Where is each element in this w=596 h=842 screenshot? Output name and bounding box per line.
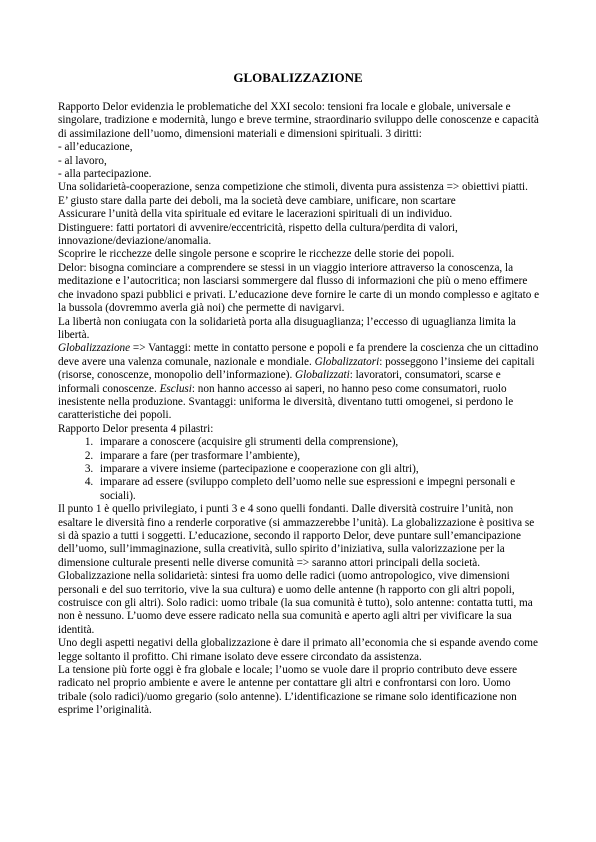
right-item-education: - all’educazione, xyxy=(58,141,133,154)
right-item-work: - al lavoro, xyxy=(58,154,107,167)
paragraph-solidarity-globalization: Globalizzazione nella solidarietà: sintesi fra uomo delle radici (uomo antropologico, vive dimensioni personali e del suo territorio, vive la sua cultura) e uomo delle antenne (h rapporto con gli altri popoli, costruisce con gli altri). Solo radici: uomo tribale (la sua comunità è tutto), solo antenne: contatta tutti, ma non è nessuno. L’uomo deve essere radicato nella sua comunità e aperto agli altri per vivificare la sua identità. xyxy=(58,570,533,636)
paragraph-freedom: La libertà non coniugata con la solidarietà porta alla disuguaglianza; l’eccesso di uguaglianza limita la libertà. xyxy=(58,315,516,341)
term-globalizzati: Globalizzati xyxy=(295,369,350,382)
pillars-list xyxy=(58,436,540,503)
pillar-item: 4. imparare ad essere (sviluppo completo dell’uomo nelle sue espressioni e impegni personali e sociali). xyxy=(96,476,540,503)
pillar-item: 3. imparare a vivere insieme (partecipazione e cooperazione con gli altri), xyxy=(96,463,540,476)
pillar-item: 2. imparare a fare (per trasformare l’ambiente), xyxy=(96,450,540,463)
right-item-participation: - alla partecipazione. xyxy=(58,168,152,181)
paragraph-pillars-intro: Rapporto Delor presenta 4 pilastri: xyxy=(58,422,214,435)
globalization-text-b: : posseggono l’insieme dei capitali (risorse, conoscenze, monopolio dell’informazione). xyxy=(58,355,535,382)
document-title: GLOBALIZZAZIONE xyxy=(233,70,363,85)
paragraph-intro: Rapporto Delor evidenzia le problematiche del XXI secolo: tensioni fra locale e globale, universale e singolare, tradizione e modernità, lungo e breve termine, straordinario sviluppo delle conoscenze e capacità di assimilazione dell’uomo, dimensioni materiali e dimensioni spirituali. 3 diritti: xyxy=(58,101,539,140)
paragraph-points: Il punto 1 è quello privilegiato, i punti 3 e 4 sono quelli fondanti. Dalle diversità costruire l’unità, non esaltare le diversità fino a renderle corporative (si ammazzerebbe l’unità). La globalizzazione è positiva se si dà spazio a tutti i soggetti. L’educazione, secondo il rapporto Delor, deve puntare sull’emancipazione dell’uomo, sull’immaginazione, sulla creatività, sullo spirito d’iniziativa, sulla valorizzazione per la dimensione culturale presenti nelle diverse comunità => saranno attori principali della società. xyxy=(58,503,535,569)
term-globalizzazione: Globalizzazione xyxy=(58,342,131,355)
paragraph-spiritual-unity: Assicurare l’unità della vita spirituale ed evitare le lacerazioni spirituali di un individuo. xyxy=(58,208,453,221)
pillar-item: 1. imparare a conoscere (acquisire gli strumenti della comprensione), xyxy=(96,436,540,449)
paragraph-globalization xyxy=(58,342,540,422)
paragraph-distinguish: Distinguere: fatti portatori di avvenire/eccentricità, rispetto della cultura/perdita di valori, innovazione/deviazione/anomalia. xyxy=(58,221,458,248)
document-body xyxy=(58,101,540,718)
term-esclusi: Esclusi xyxy=(159,382,192,395)
paragraph-negative-aspects: Uno degli aspetti negativi della globalizzazione è dare il primato all’economia che si espande avendo come legge soltanto il profitto. Chi rimane isolato deve essere circondato da assistenza. xyxy=(58,637,538,663)
paragraph-riches: Scoprire le ricchezze delle singole persone e scoprire le ricchezze delle storie dei popoli. xyxy=(58,248,455,261)
paragraph-tension: La tensione più forte oggi è fra globale e locale; l’uomo se vuole dare il proprio contributo deve essere radicato nel proprio ambiente e avere le antenne per contattare gli altri e confrontarsi con loro. Uomo tribale (solo radici)/uomo gregario (solo antenne). L’identificazione se rimane solo identificazione non esprime l’originalità. xyxy=(58,664,518,717)
paragraph-solidarity: Una solidarietà-cooperazione, senza competizione che stimoli, diventa pura assistenza => obiettivi piatti. xyxy=(58,181,528,194)
globalization-text-d: : non hanno accesso ai saperi, no hanno peso come consumatori, ruolo inesistente nella produzione. Svantaggi: uniforma le diversità, diventano tutti omogenei, si perdono le caratteristiche dei popoli. xyxy=(58,382,514,422)
globalization-text-a: => Vantaggi: mette in contatto persone e popoli e fa prendere la coscienza che un cittadino deve avere una valenza comunale, nazionale e mondiale. xyxy=(58,342,539,368)
paragraph-weak: E’ giusto stare dalla parte dei deboli, ma la società deve cambiare, unificare, non scartare xyxy=(58,194,456,207)
term-globalizzatori: Globalizzatori xyxy=(314,355,380,368)
paragraph-delor: Delor: bisogna cominciare a comprendere se stessi in un viaggio interiore attraverso la conoscenza, la meditazione e l’autocritica; non lasciarsi sommergere dal flusso di informazioni che più o meno effimere che invadono spazi pubblici e privati. L’educazione deve fornire le carte di un mondo complesso e agitato e la bussola (dovremmo averla già noi) che permette di navigarvi. xyxy=(58,261,540,315)
globalization-text-c: : lavoratori, consumatori, scarse e informali conoscenze. xyxy=(58,369,501,395)
